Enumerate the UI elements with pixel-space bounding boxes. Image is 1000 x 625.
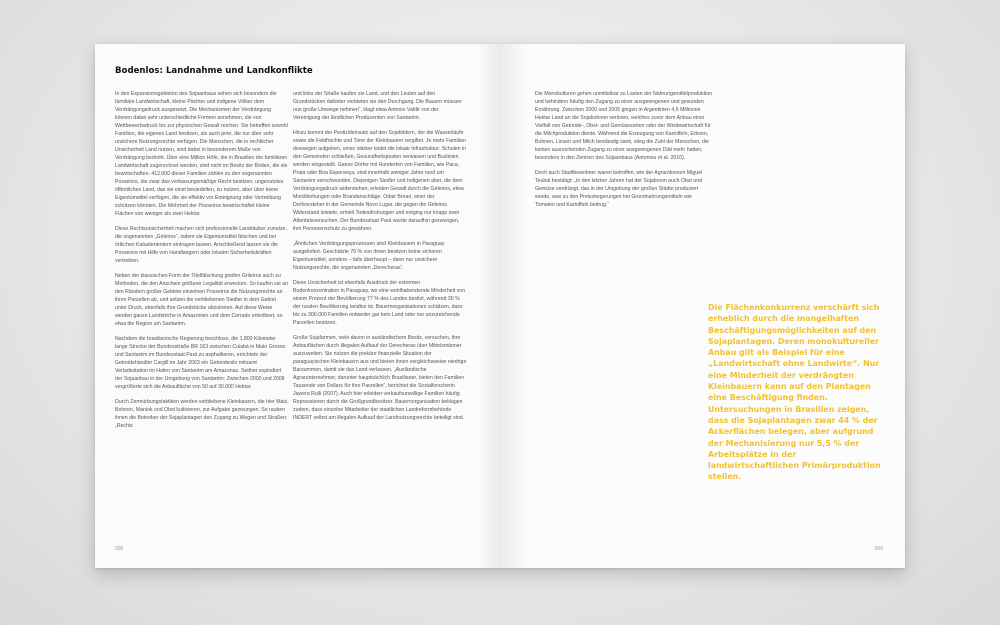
paragraph: und links der Straße kaufen sie Land, und den Leuten auf den Grundstücken dahinter verbieten sie den Durchgang. Die Bauern müssen nun große Umwege nehmen“, klagt etwa Antonio Valdir von der Vereinigung der ländlichen Produzenten von Santarém.: [293, 91, 462, 121]
paragraph: Durch Zermürbungstaktiken werden verbliebene Kleinbauern, die hier Mais, Bohnen, Maniok und Obst kultivieren, zur Aufgabe gezwungen. So rauben ihnen die Betreiber der Sojaplantagen den Zugang zu Wegen und Straßen: „Rechts: [115, 399, 289, 429]
paragraph: „Ähnlichen Verdrängungsprozessen sind Kleinbauern in Paraguay ausgeliefert. Geschätzte 70 % von ihnen besitzen keine sicheren Eigentumstitel, sondern – falls überhaupt – dann nur unsichere Nutzungsrechte, die sogenannten „Derecheras“.: [293, 241, 445, 271]
paragraph: Große Sojafarmen, viele davon in ausländischem Besitz, versuchen, ihre Anbauflächen durch illegalen Aufkauf der Derecheras über Mittelsmänner auszuweiten. Sie nutzen die prekäre finanzielle Situation der paraguayischen Kleinbauern aus und bieten ihnen vergleichsweise niedrige Barsummen, damit sie das Land verlassen. „Ausländische Agrarunternehmer, darunter hauptsächlich Brasilianer, bieten den Familien Tausende von Dollars für ihre Parzellen“, berichtet die Sozialforscherin Jawera Rulli (2007). Auch hier erleiden verkaufsunwillige Familien häufig Repressionen durch die Großgrundbesitzer. Bauernorganisation beklagen zudem, dass einzelne Mitarbeiter der staatlichen Landreformbehörde INDERT selbst am illegalen Aufkauf der Landnutzungsrechte beteiligt sind.: [293, 335, 467, 421]
right-page: [498, 44, 905, 568]
paragraph: Die Monokulturen gehen unmittelbar zu Lasten der Nahrungsmittelproduktion und behindern häufig den Zugang zu einer ausgewogenen und gesunden Ernährung. Zwischen 2000 und 2005 gingen in Argentinien 4,6 Millionen Hektar Land an die Sojabohnen verloren, welches zuvor dem Anbau einer Vielfalt von Getreide-, Obst- und Gemüsesorten oder der Weidewirtschaft für die Milchproduktion diente. Während die Erzeugung von Kartoffeln, Erbsen, Bohnen, Linsen und Milch beständig sank, stieg die Zahl der Menschen, die keinen ausreichenden Zugang zu einer ausgewogenen Diät mehr hatten, besonders in den Zentren des Sojaanbaus (Antoniou et al. 2010).: [535, 91, 713, 161]
right-page-column-1: [535, 90, 713, 216]
paragraph: Doch auch Stadtbewohner waren betroffen, wie der Agrarökonom Miguel Teubal bestätigt: „In den letzten Jahren hat der Sojaboom auch Obst und Gemüse verdrängt, das in der Umgebung der großen Städte produziert wurde, was zu den Preissteigerungen bei Grundnahrungsmitteln wie Tomaten und Kartoffeln beitrug.“: [535, 170, 703, 208]
gutter-shadow: [498, 44, 528, 568]
paragraph: In den Expansionsgebieten des Sojaanbaus sehen sich besonders die familiäre Landwirtschaft, kleine Pächter und indigene Völker dem Verdrängungsdruck ausgesetzt. Die Mechanismen der Verdrängung können dabei sehr unterschiedliche Formen annehmen, die von Wettbewerbsdruck bis zur physischen Gewalt reichen. Sie betreffen sowohl Familien, die eigenes Land besitzen, als auch jene, die nur über sehr unsichere Nutzungsrechte verfügen. Die Menschen, die in rechtlicher Unsicherheit Land nutzen, sind dabei in besonderem Maße von Verdrängung bedroht. Über eine Million Höfe, die in Brasilien der familiären Landwirtschaft zugerechnet werden, sind nicht im Besitz der Böden, die sie bewirtschaften. 412.000 dieser Familien zählen zu den sogenannten Posseiros, die zwar das verfassungsmäßige Recht besitzen, ungenutztes öffentliches Land, das sie einst besiedelten, zu nutzen, aber über keine Eigentumstitel verfügen, die sie effektiv vor Enteignung oder Vertreibung schützen könnten. Die Mehrheit der Posseiros bewirtschaftet kleine Flächen von weniger als zwei Hektar.: [115, 91, 288, 217]
book-spread: [95, 44, 905, 568]
paragraph: Neben der klassischen Form der Titelfälschung greifen Grileiros auch zu Methoden, die den Anschein größerer Legalität erwecken. So kaufen sie an den Rändern großer Gebiete einzelnen Posseiros die Nutzungsrechte an ihren Parzellen ab, und setzen die verbliebenen Siedler in dem Gebiet unter Druck, ebenfalls ihre Grundstücke abzutreten. Auf diese Weise werden ganze Landstriche in Amazonien und dem Cerrado entvölkert, so etwa die Region um Santarém.: [115, 273, 289, 327]
paragraph: Nachdem die brasilianische Regierung beschloss, die 1.800 Kilometer lange Strecke der Bundesstraße BR 163 zwischen Cuiabá in Mato Grosso und Santarém im Bundesstaat Pará zu asphaltieren, errichtete der Getreidehändler Cargill im Jahr 2003 ein Getreidesilo mitsamt Verladestation im Hafen von Santarém am Amazonas. Seither explodiert der Sojaanbau in der Umgebung von Santarém: Zwischen 2000 und 2008 vergrößerte sich die Anbaufläche von 50 auf 30.000 Hektar.: [115, 336, 286, 390]
left-page: [95, 44, 498, 568]
gutter-shadow: [476, 44, 498, 568]
section-heading: Bodenlos: Landnahme und Landkonflikte: [115, 66, 313, 76]
left-page-column-1: [115, 90, 289, 437]
page-number: 000: [115, 546, 124, 552]
page-number: 000: [874, 546, 883, 552]
left-page-column-2: [293, 90, 467, 429]
paragraph: Diese Unsicherheit ist ebenfalls Ausdruck der extremen Bodenkonzentration in Paraguay, wo eine wohlhabendende Minderheit von einem Prozent der Bevölkerung 77 % des Landes besitzt, während 30 % der ruralen Bevölkerung landlos ist. Bauernorganisationen schätzen, dass bis zu 300.000 Familien entweder gar kein Land oder nur unzureichende Parzellen besitzen.: [293, 280, 466, 326]
paragraph: Hinzu kommt der Pestizideinsatz auf den Sojafeldern, der die Wasserläufe sowie die Feldfrüchte und Tiere der Kleinbauern vergiftet. Je mehr Familien deswegen aufgeben, umso stärker leidet die lokale Infrastruktur: Schulen in den Gemeinden schließen, Gesundheitsposten verwaisen und Buslinien werden eingestellt. Ganze Dörfer mit Hunderten von Familien, wie Paca, Prata oder Boa Esperança, sind innerhalb weniger Jahre rund um Santarém verschwunden. Diejenigen Siedler und Indigenen aber, die dem Verdrängungsdruck widerstehen, erleiden Gewalt durch die Grileiros, etwa Morddrohungen oder Brandanschläge. Odair Borari, einer der Dorfvorsteher in der Gemeinde Novo Lugar, die gegen die Grileiros Widerstand leistete, erhielt Todesdrohungen und entging nur knapp zwei Attentatsversuchen. Der Bundesstaat Pará wurde daraufhin gezwungen, ihm Personenschutz zu gewähren.: [293, 130, 467, 232]
paragraph: Diese Rechtsunsicherheit machen sich professionelle Landräuber zunutze, die sogenannten „Grileiros“, indem sie Eigentumstitel fälschen und bei örtlichen Katasterämtern eintragen lassen. Anschließend lassen sie die Posseiros mit Hilfe von Handlangern oder lokalen Sicherheitskräften vertreiben.: [115, 226, 287, 264]
pull-quote: Die Flächenkonkurrenz verschärft sich erheblich durch die mangelhaften Beschäftigungsmöglichkeiten auf den Sojaplantagen. Deren monokultureller Anbau gilt als Beispiel für eine „Landwirtschaft ohne Landwirte“. Nur eine Minderheit der verdrängten Kleinbauern kann auf den Plantagen eine Beschäftigung finden. Untersuchungen in Brasilien zeigen, dass die Sojaplantagen zwar 44 % der Ackerflächen belegen, aber aufgrund der Mechanisierung nur 5,5 % der Arbeitsplätze in der landwirtschaftlichen Primärproduktion stellen.: [708, 303, 881, 482]
